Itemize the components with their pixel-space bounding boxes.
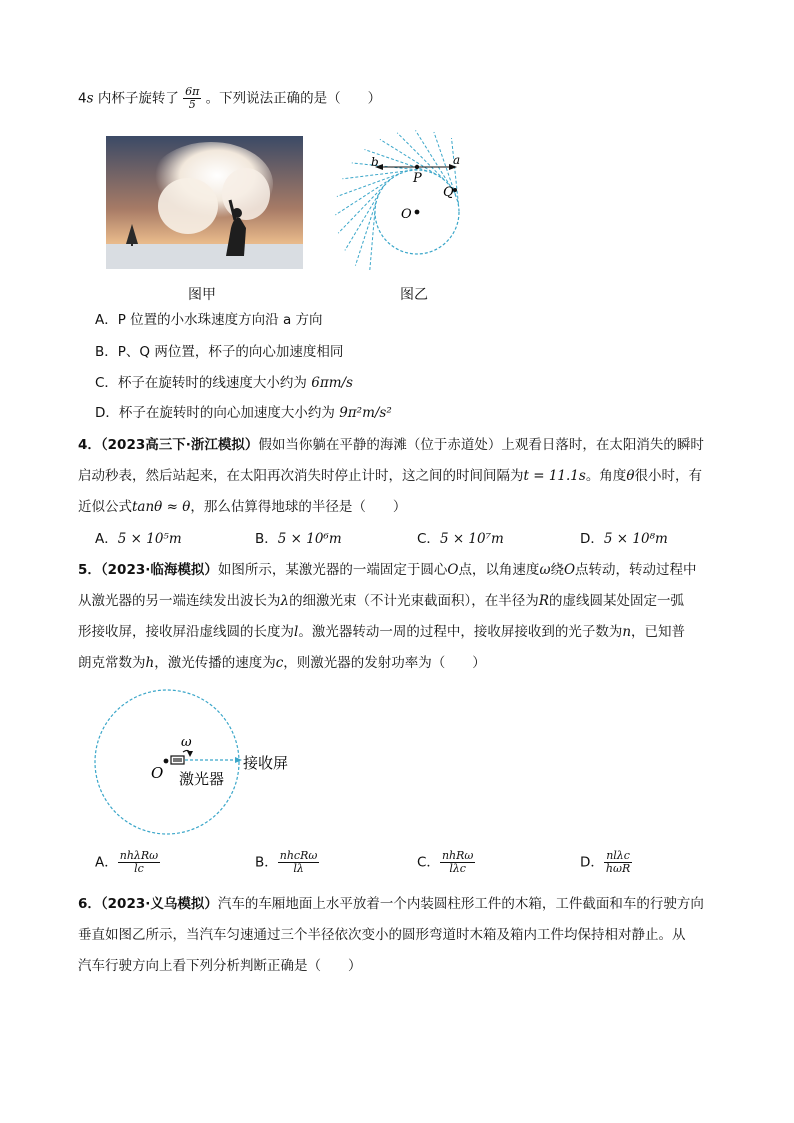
figure-laser-diagram xyxy=(90,688,320,838)
tangent-line xyxy=(380,139,436,174)
figure-jia-photo xyxy=(106,136,303,269)
q3-option-b[interactable]: B．P、Q 两位置，杯子的向心加速度相同 xyxy=(95,344,344,360)
q3-option-a[interactable]: A．P 位置的小水珠速度方向沿 a 方向 xyxy=(95,312,323,328)
tangent-line xyxy=(369,212,375,270)
q4-line1: 4．（2023高三下·浙江模拟）假如当你躺在平静的海滩（位于赤道处）上观看日落时，在太阳消失的瞬时 xyxy=(78,437,704,453)
q5-line4: 朗克常数为h，激光传播的速度为c，则激光器的发射功率为（ ） xyxy=(78,655,486,671)
caption-jia: 图甲 xyxy=(188,287,216,303)
q3-option-c[interactable]: C．杯子在旋转时的线速度大小约为 6πm/s xyxy=(95,375,353,391)
label-p: P xyxy=(413,171,422,186)
q4-option-d[interactable]: D．5 × 10⁸m xyxy=(580,531,668,547)
q3-fraction: $\frac{6\pi}{5}$ xyxy=(185,85,200,111)
q5-option-d[interactable]: D． $\frac{\text{nlλc}}{\text{hωR}}$ xyxy=(580,849,631,875)
q4-line3: 近似公式tanθ ≈ θ，那么估算得地球的半径是（ ） xyxy=(78,499,407,515)
q3-option-d[interactable]: D．杯子在旋转时的向心加速度大小约为 9π²m/s² xyxy=(95,405,392,421)
q3-intro: 4s 内杯子旋转了 $\frac{6\pi}{5}$ 。下列说法正确的是（ ） xyxy=(78,85,382,111)
label-q: Q xyxy=(443,185,454,200)
label-screen: 接收屏 xyxy=(243,754,289,772)
q5-line3: 形接收屏，接收屏沿虚线圆的长度为l。激光器转动一周的过程中，接收屏接收到的光子数为n，已知普 xyxy=(78,624,686,640)
tangent-line xyxy=(337,174,399,197)
label-o: O xyxy=(401,207,412,222)
q4-line2: 启动秒表，然后站起来，在太阳再次消失时停止计时，这之间的时间间隔为t = 11.1s。角度θ很小时，有 xyxy=(78,468,702,484)
q4-option-b[interactable]: B．5 × 10⁶m xyxy=(255,531,342,547)
q6-line2: 垂直如图乙所示，当汽车匀速通过三个半径依次变小的圆形弯道时木箱及箱内工件均保持相对静止。从 xyxy=(78,927,686,943)
tangent-line xyxy=(345,194,379,251)
label-b: b xyxy=(371,155,379,169)
q5-line2: 从激光器的另一端连续发出波长为λ的细激光束（不计光束截面积），在半径为R的虚线圆某处固定一弧 xyxy=(78,593,684,609)
label-a: a xyxy=(453,153,461,167)
q5-line1: 5．（2023·临海模拟）如图所示，某激光器的一端固定于圆心O点，以角速度ω绕O点转动，转动过程中 xyxy=(78,562,697,578)
caption-yi: 图乙 xyxy=(400,287,428,303)
tangent-line xyxy=(335,179,390,215)
q6-line1: 6．（2023·义乌模拟）汽车的车厢地面上水平放着一个内装圆柱形工件的木箱，工件截面和车的行驶方向 xyxy=(78,896,704,912)
label-o-center: O xyxy=(151,764,164,782)
q5-option-c[interactable]: C． $\frac{\text{nhRω}}{\text{lλc}}$ xyxy=(417,849,474,875)
q5-option-a[interactable]: A． $\frac{\text{nhλRω}}{lc}$ xyxy=(95,849,159,875)
q5-option-b[interactable]: B． $\frac{\text{nhcRω}}{l\lambda}$ xyxy=(255,849,318,875)
label-laser: 激光器 xyxy=(179,770,225,788)
q6-line3: 汽车行驶方向上看下列分析判断正确是（ ） xyxy=(78,958,362,974)
q4-option-a[interactable]: A．5 × 10⁵m xyxy=(95,531,182,547)
label-omega: ω xyxy=(181,735,192,750)
figure-yi-diagram xyxy=(335,120,515,270)
q4-option-c[interactable]: C．5 × 10⁷m xyxy=(417,531,504,547)
